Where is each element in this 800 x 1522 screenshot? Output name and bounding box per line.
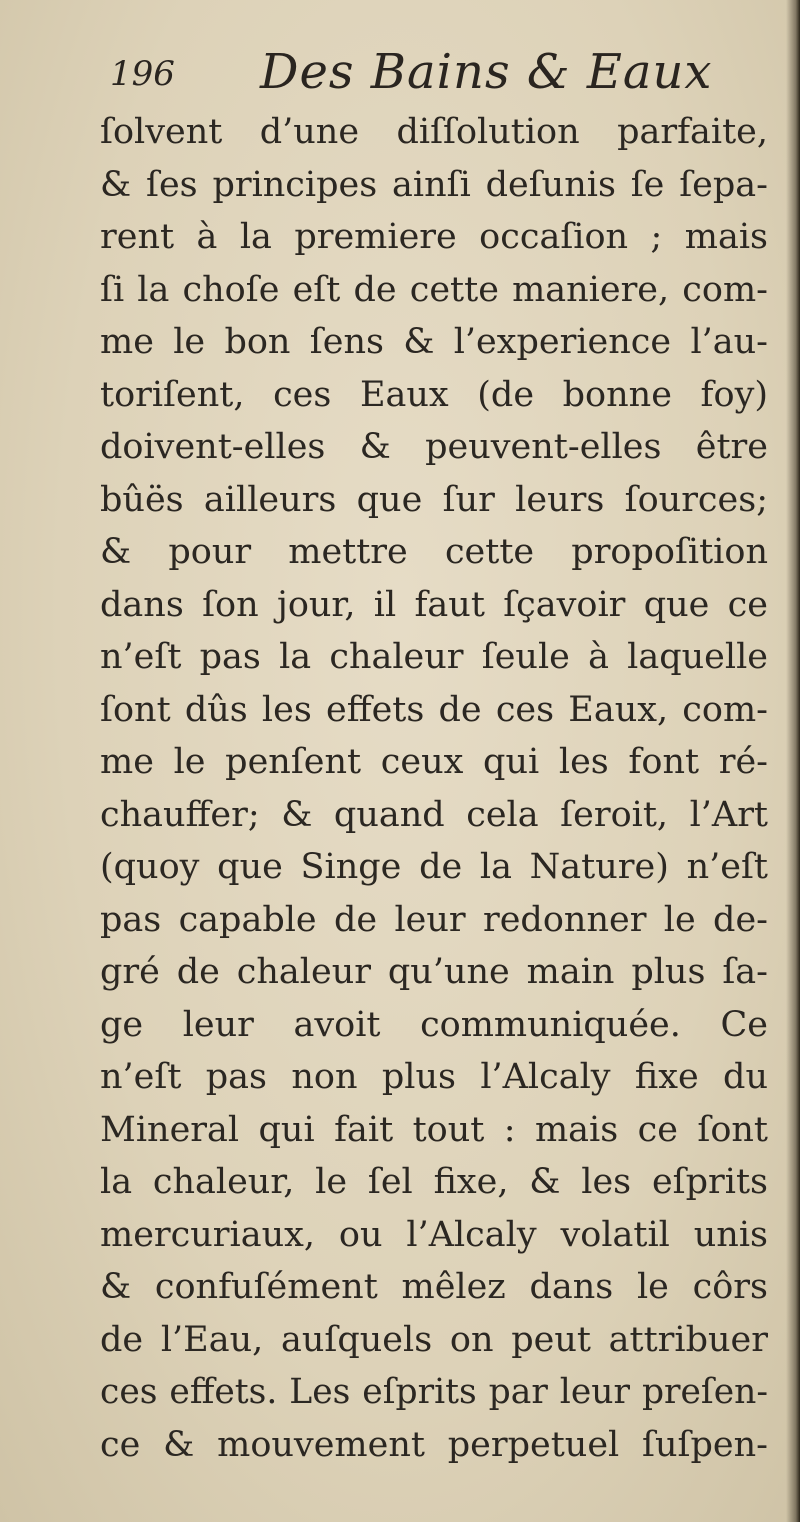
page-gutter-shadow [786, 0, 800, 1522]
text-line: & confuſément mêlez dans le côrs [100, 1267, 768, 1307]
text-line: & pour mettre cette propoſition [100, 532, 768, 572]
text-line: gré de chaleur qu’une main plus ſa- [100, 952, 768, 992]
text-line: rent à la premiere occaſion ; mais [100, 217, 768, 257]
page-number: 196 [110, 54, 175, 94]
text-line: doivent-elles & peuvent-elles être [100, 427, 768, 467]
text-line: chauffer; & quand cela ſeroit, l’Art [100, 794, 768, 835]
text-line: toriſent, ces Eaux (de bonne foy) [100, 374, 768, 415]
text-line: dans ſon jour, il faut ſçavoir que ce [100, 584, 768, 625]
text-line: ge leur avoit communiquée. Ce [100, 1004, 768, 1045]
text-line: Mineral qui fait tout : mais ce ſont [100, 1109, 768, 1150]
text-line: la chaleur, le ſel fixe, & les eſprits [100, 1162, 768, 1202]
text-line: (quoy que Singe de la Nature) n’eſt [100, 847, 768, 887]
running-head: Des Bains & Eaux [260, 44, 713, 100]
text-line: n’eſt pas non plus l’Alcaly fixe du [100, 1057, 768, 1097]
text-line: pas capable de leur redonner le de- [100, 899, 768, 940]
text-line: & ſes principes ainſi deſunis ſe ſepa- [100, 164, 768, 205]
text-line: ces effets. Les eſprits par leur preſen- [100, 1372, 768, 1412]
text-line: ſi la choſe eſt de cette maniere, com- [100, 269, 768, 310]
text-line: ſolvent d’une diſſolution parfaite, [100, 112, 768, 152]
body-text [100, 106, 768, 1471]
text-line: me le bon ſens & l’experience l’au- [100, 322, 768, 362]
text-line: mercuriaux, ou l’Alcaly volatil unis [100, 1214, 768, 1255]
text-line: ce & mouvement perpetuel ſuſpen- [100, 1424, 768, 1465]
page-header [110, 40, 750, 110]
text-line: de l’Eau, auſquels on peut attribuer [100, 1319, 768, 1360]
text-line: me le penſent ceux qui les font ré- [100, 742, 768, 782]
text-line: ſont dûs les effets de ces Eaux, com- [100, 689, 768, 730]
text-line: n’eſt pas la chaleur ſeule à laquelle [100, 637, 768, 677]
text-line: bûës ailleurs que ſur leurs ſources; [100, 479, 768, 520]
